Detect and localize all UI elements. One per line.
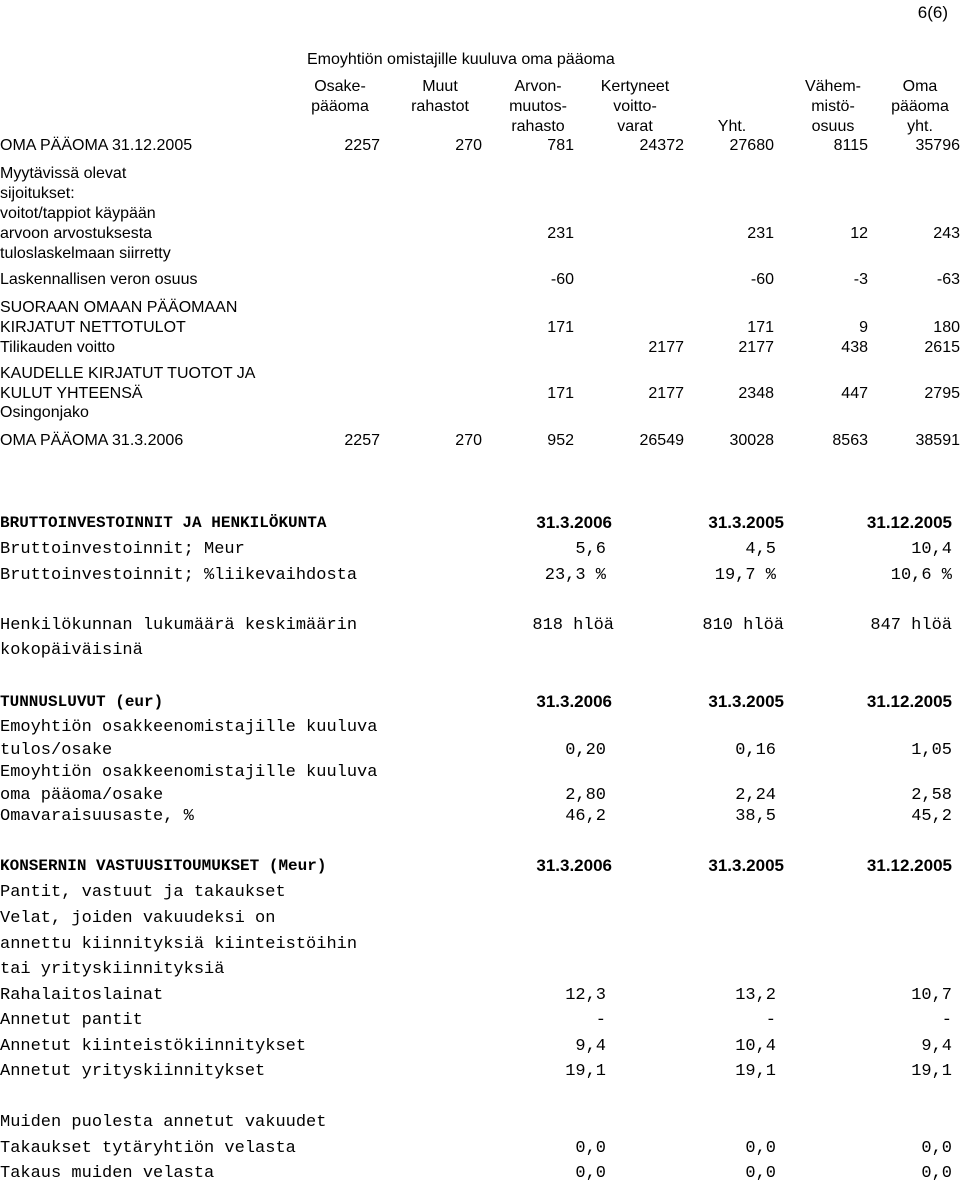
header-arvonmuutosrahasto-line3: rahasto xyxy=(511,118,565,135)
cell-value: 0,16 xyxy=(735,741,776,760)
date-header: 31.12.2005 xyxy=(866,513,952,532)
row-label: Bruttoinvestoinnit; %liikevaihdosta xyxy=(0,566,358,585)
section-heading: BRUTTOINVESTOINNIT JA HENKILÖKUNTA xyxy=(0,514,327,532)
cell-vahemmistoosuus: -3 xyxy=(853,271,868,288)
row-label: Takaus muiden velasta xyxy=(0,1164,215,1183)
cell-value: 818 hlöä xyxy=(532,616,614,635)
row-label: OMA PÄÄOMA 31.3.2006 xyxy=(0,432,184,449)
header-yht: Yht. xyxy=(717,118,747,135)
equity-table-title: Emoyhtiön omistajille kuuluva oma pääoma xyxy=(307,51,615,68)
row-label-line: sijoitukset: xyxy=(0,185,75,202)
row-label-line: KIRJATUT NETTOTULOT xyxy=(0,319,186,336)
cell-muut-rahastot: 270 xyxy=(455,137,482,154)
date-header: 31.3.2005 xyxy=(708,692,784,711)
row-label-line: voitot/tappiot käypään xyxy=(0,205,156,222)
cell-value: 10,6 % xyxy=(890,566,952,585)
cell-value: 19,1 xyxy=(735,1062,776,1081)
row-label: Rahalaitoslainat xyxy=(0,986,164,1005)
cell-value: 810 hlöä xyxy=(702,616,784,635)
row-label-line: Henkilökunnan lukumäärä keskimäärin xyxy=(0,616,358,635)
cell-value: 2,80 xyxy=(565,786,606,805)
cell-value: 45,2 xyxy=(911,807,952,826)
date-header: 31.3.2005 xyxy=(708,513,784,532)
cell-osakepaaoma: 2257 xyxy=(344,432,380,449)
cell-value: 12,3 xyxy=(565,986,606,1005)
row-label-line: tulos/osake xyxy=(0,741,113,760)
row-label: Tilikauden voitto xyxy=(0,339,116,356)
cell-arvonmuutosrahasto: 231 xyxy=(547,225,574,242)
cell-value: 10,4 xyxy=(911,540,952,559)
cell-value: 19,7 % xyxy=(714,566,776,585)
cell-yht: 27680 xyxy=(729,137,774,154)
cell-kertyneet-voittovarat: 2177 xyxy=(648,385,684,402)
row-label-line: Velat, joiden vakuudeksi on xyxy=(0,909,276,928)
section-heading: TUNNUSLUVUT (eur) xyxy=(0,693,164,711)
cell-value: 0,0 xyxy=(921,1139,952,1158)
cell-value: 19,1 xyxy=(565,1062,606,1081)
cell-yht: 30028 xyxy=(729,432,774,449)
row-label-line: arvoon arvostuksesta xyxy=(0,225,153,242)
header-arvonmuutosrahasto-line2: muutos- xyxy=(509,98,567,115)
cell-value: 0,0 xyxy=(575,1164,606,1183)
cell-value: 10,4 xyxy=(735,1037,776,1056)
cell-value: 10,7 xyxy=(911,986,952,1005)
cell-arvonmuutosrahasto: -60 xyxy=(550,271,574,288)
cell-value: 0,0 xyxy=(745,1164,776,1183)
cell-yht: 231 xyxy=(747,225,774,242)
cell-vahemmistoosuus: 438 xyxy=(841,339,868,356)
cell-oma-paaoma-yht: 2795 xyxy=(924,385,960,402)
cell-value: 9,4 xyxy=(575,1037,606,1056)
cell-value: 9,4 xyxy=(921,1037,952,1056)
cell-value: - xyxy=(765,1011,776,1030)
cell-value: 0,0 xyxy=(575,1139,606,1158)
row-label: Omavaraisuusaste, % xyxy=(0,807,194,826)
cell-oma-paaoma-yht: 35796 xyxy=(915,137,960,154)
header-arvonmuutosrahasto-line1: Arvon- xyxy=(514,78,562,95)
cell-vahemmistoosuus: 8115 xyxy=(833,137,868,154)
row-label-line: tai yrityskiinnityksiä xyxy=(0,960,225,979)
row-label-line: Emoyhtiön osakkeenomistajille kuuluva xyxy=(0,763,378,782)
header-vahemmistoosuus-line2: mistö- xyxy=(811,98,855,115)
cell-value: - xyxy=(941,1011,952,1030)
cell-yht: -60 xyxy=(750,271,774,288)
date-header: 31.12.2005 xyxy=(866,692,952,711)
cell-yht: 2177 xyxy=(738,339,774,356)
cell-osakepaaoma: 2257 xyxy=(344,137,380,154)
header-kertyneet-voittovarat-line1: Kertyneet xyxy=(600,78,670,95)
row-label: Osingonjako xyxy=(0,404,89,421)
cell-value: 4,5 xyxy=(745,540,776,559)
row-label-line: KAUDELLE KIRJATUT TUOTOT JA xyxy=(0,365,256,382)
row-label-line: Emoyhtiön osakkeenomistajille kuuluva xyxy=(0,718,378,737)
cell-vahemmistoosuus: 447 xyxy=(841,385,868,402)
cell-value: 13,2 xyxy=(735,986,776,1005)
cell-value: 19,1 xyxy=(911,1062,952,1081)
cell-value: 2,58 xyxy=(911,786,952,805)
cell-kertyneet-voittovarat: 2177 xyxy=(648,339,684,356)
row-label: Pantit, vastuut ja takaukset xyxy=(0,883,286,902)
cell-oma-paaoma-yht: 243 xyxy=(933,225,960,242)
cell-kertyneet-voittovarat: 24372 xyxy=(639,137,684,154)
cell-value: 0,0 xyxy=(921,1164,952,1183)
header-kertyneet-voittovarat-line3: varat xyxy=(617,118,653,135)
row-label-line: kokopäiväisinä xyxy=(0,641,143,660)
cell-value: 23,3 % xyxy=(544,566,606,585)
cell-value: 0,0 xyxy=(745,1139,776,1158)
row-label: OMA PÄÄOMA 31.12.2005 xyxy=(0,137,193,154)
cell-vahemmistoosuus: 12 xyxy=(850,225,868,242)
row-label-line: Myytävissä olevat xyxy=(0,165,127,182)
cell-vahemmistoosuus: 8563 xyxy=(832,432,868,449)
cell-oma-paaoma-yht: -63 xyxy=(936,271,960,288)
cell-value: 1,05 xyxy=(911,741,952,760)
header-osakepaaoma-line2: pääoma xyxy=(311,98,369,115)
row-label: Annetut yrityskiinnitykset xyxy=(0,1062,266,1081)
cell-arvonmuutosrahasto: 171 xyxy=(547,319,574,336)
cell-oma-paaoma-yht: 38591 xyxy=(915,432,960,449)
cell-value: 0,20 xyxy=(565,741,606,760)
date-header: 31.3.2006 xyxy=(536,692,612,711)
row-label: Annetut pantit xyxy=(0,1011,143,1030)
cell-value: 38,5 xyxy=(735,807,776,826)
row-label: Takaukset tytäryhtiön velasta xyxy=(0,1139,296,1158)
row-label: Annetut kiinteistökiinnitykset xyxy=(0,1037,307,1056)
cell-oma-paaoma-yht: 180 xyxy=(933,319,960,336)
row-label: Bruttoinvestoinnit; Meur xyxy=(0,540,245,559)
cell-value: 5,6 xyxy=(575,540,606,559)
header-oma-paaoma-yht-line2: pääoma xyxy=(891,98,949,115)
cell-value: - xyxy=(595,1011,606,1030)
row-label-line: annettu kiinnityksiä kiinteistöihin xyxy=(0,935,358,954)
cell-value: 847 hlöä xyxy=(870,616,952,635)
section-heading: KONSERNIN VASTUUSITOUMUKSET (Meur) xyxy=(0,857,327,875)
cell-oma-paaoma-yht: 2615 xyxy=(924,339,960,356)
date-header: 31.3.2006 xyxy=(536,513,612,532)
row-label-line: KULUT YHTEENSÄ xyxy=(0,385,143,402)
cell-vahemmistoosuus: 9 xyxy=(859,319,868,336)
header-vahemmistoosuus-line3: osuus xyxy=(811,118,855,135)
header-vahemmistoosuus-line1: Vähem- xyxy=(804,78,862,95)
cell-arvonmuutosrahasto: 952 xyxy=(547,432,574,449)
date-header: 31.3.2005 xyxy=(708,856,784,875)
date-header: 31.3.2006 xyxy=(536,856,612,875)
header-oma-paaoma-yht-line3: yht. xyxy=(907,118,933,135)
cell-yht: 171 xyxy=(747,319,774,336)
cell-kertyneet-voittovarat: 26549 xyxy=(639,432,684,449)
row-label: Laskennallisen veron osuus xyxy=(0,271,198,288)
header-muut-rahastot-line1: Muut xyxy=(422,78,458,95)
header-oma-paaoma-yht-line1: Oma xyxy=(902,78,938,95)
cell-arvonmuutosrahasto: 781 xyxy=(547,137,574,154)
header-osakepaaoma-line1: Osake- xyxy=(314,78,366,95)
cell-arvonmuutosrahasto: 171 xyxy=(547,385,574,402)
date-header: 31.12.2005 xyxy=(866,856,952,875)
page-number: 6(6) xyxy=(917,3,948,22)
header-muut-rahastot-line2: rahastot xyxy=(411,98,469,115)
cell-value: 46,2 xyxy=(565,807,606,826)
cell-value: 2,24 xyxy=(735,786,776,805)
row-label-line: oma pääoma/osake xyxy=(0,786,164,805)
cell-yht: 2348 xyxy=(738,385,774,402)
row-label-line: tuloslaskelmaan siirretty xyxy=(0,245,171,262)
cell-muut-rahastot: 270 xyxy=(455,432,482,449)
row-label: Muiden puolesta annetut vakuudet xyxy=(0,1113,327,1132)
header-kertyneet-voittovarat-line2: voitto- xyxy=(613,98,657,115)
row-label-line: SUORAAN OMAAN PÄÄOMAAN xyxy=(0,299,238,316)
